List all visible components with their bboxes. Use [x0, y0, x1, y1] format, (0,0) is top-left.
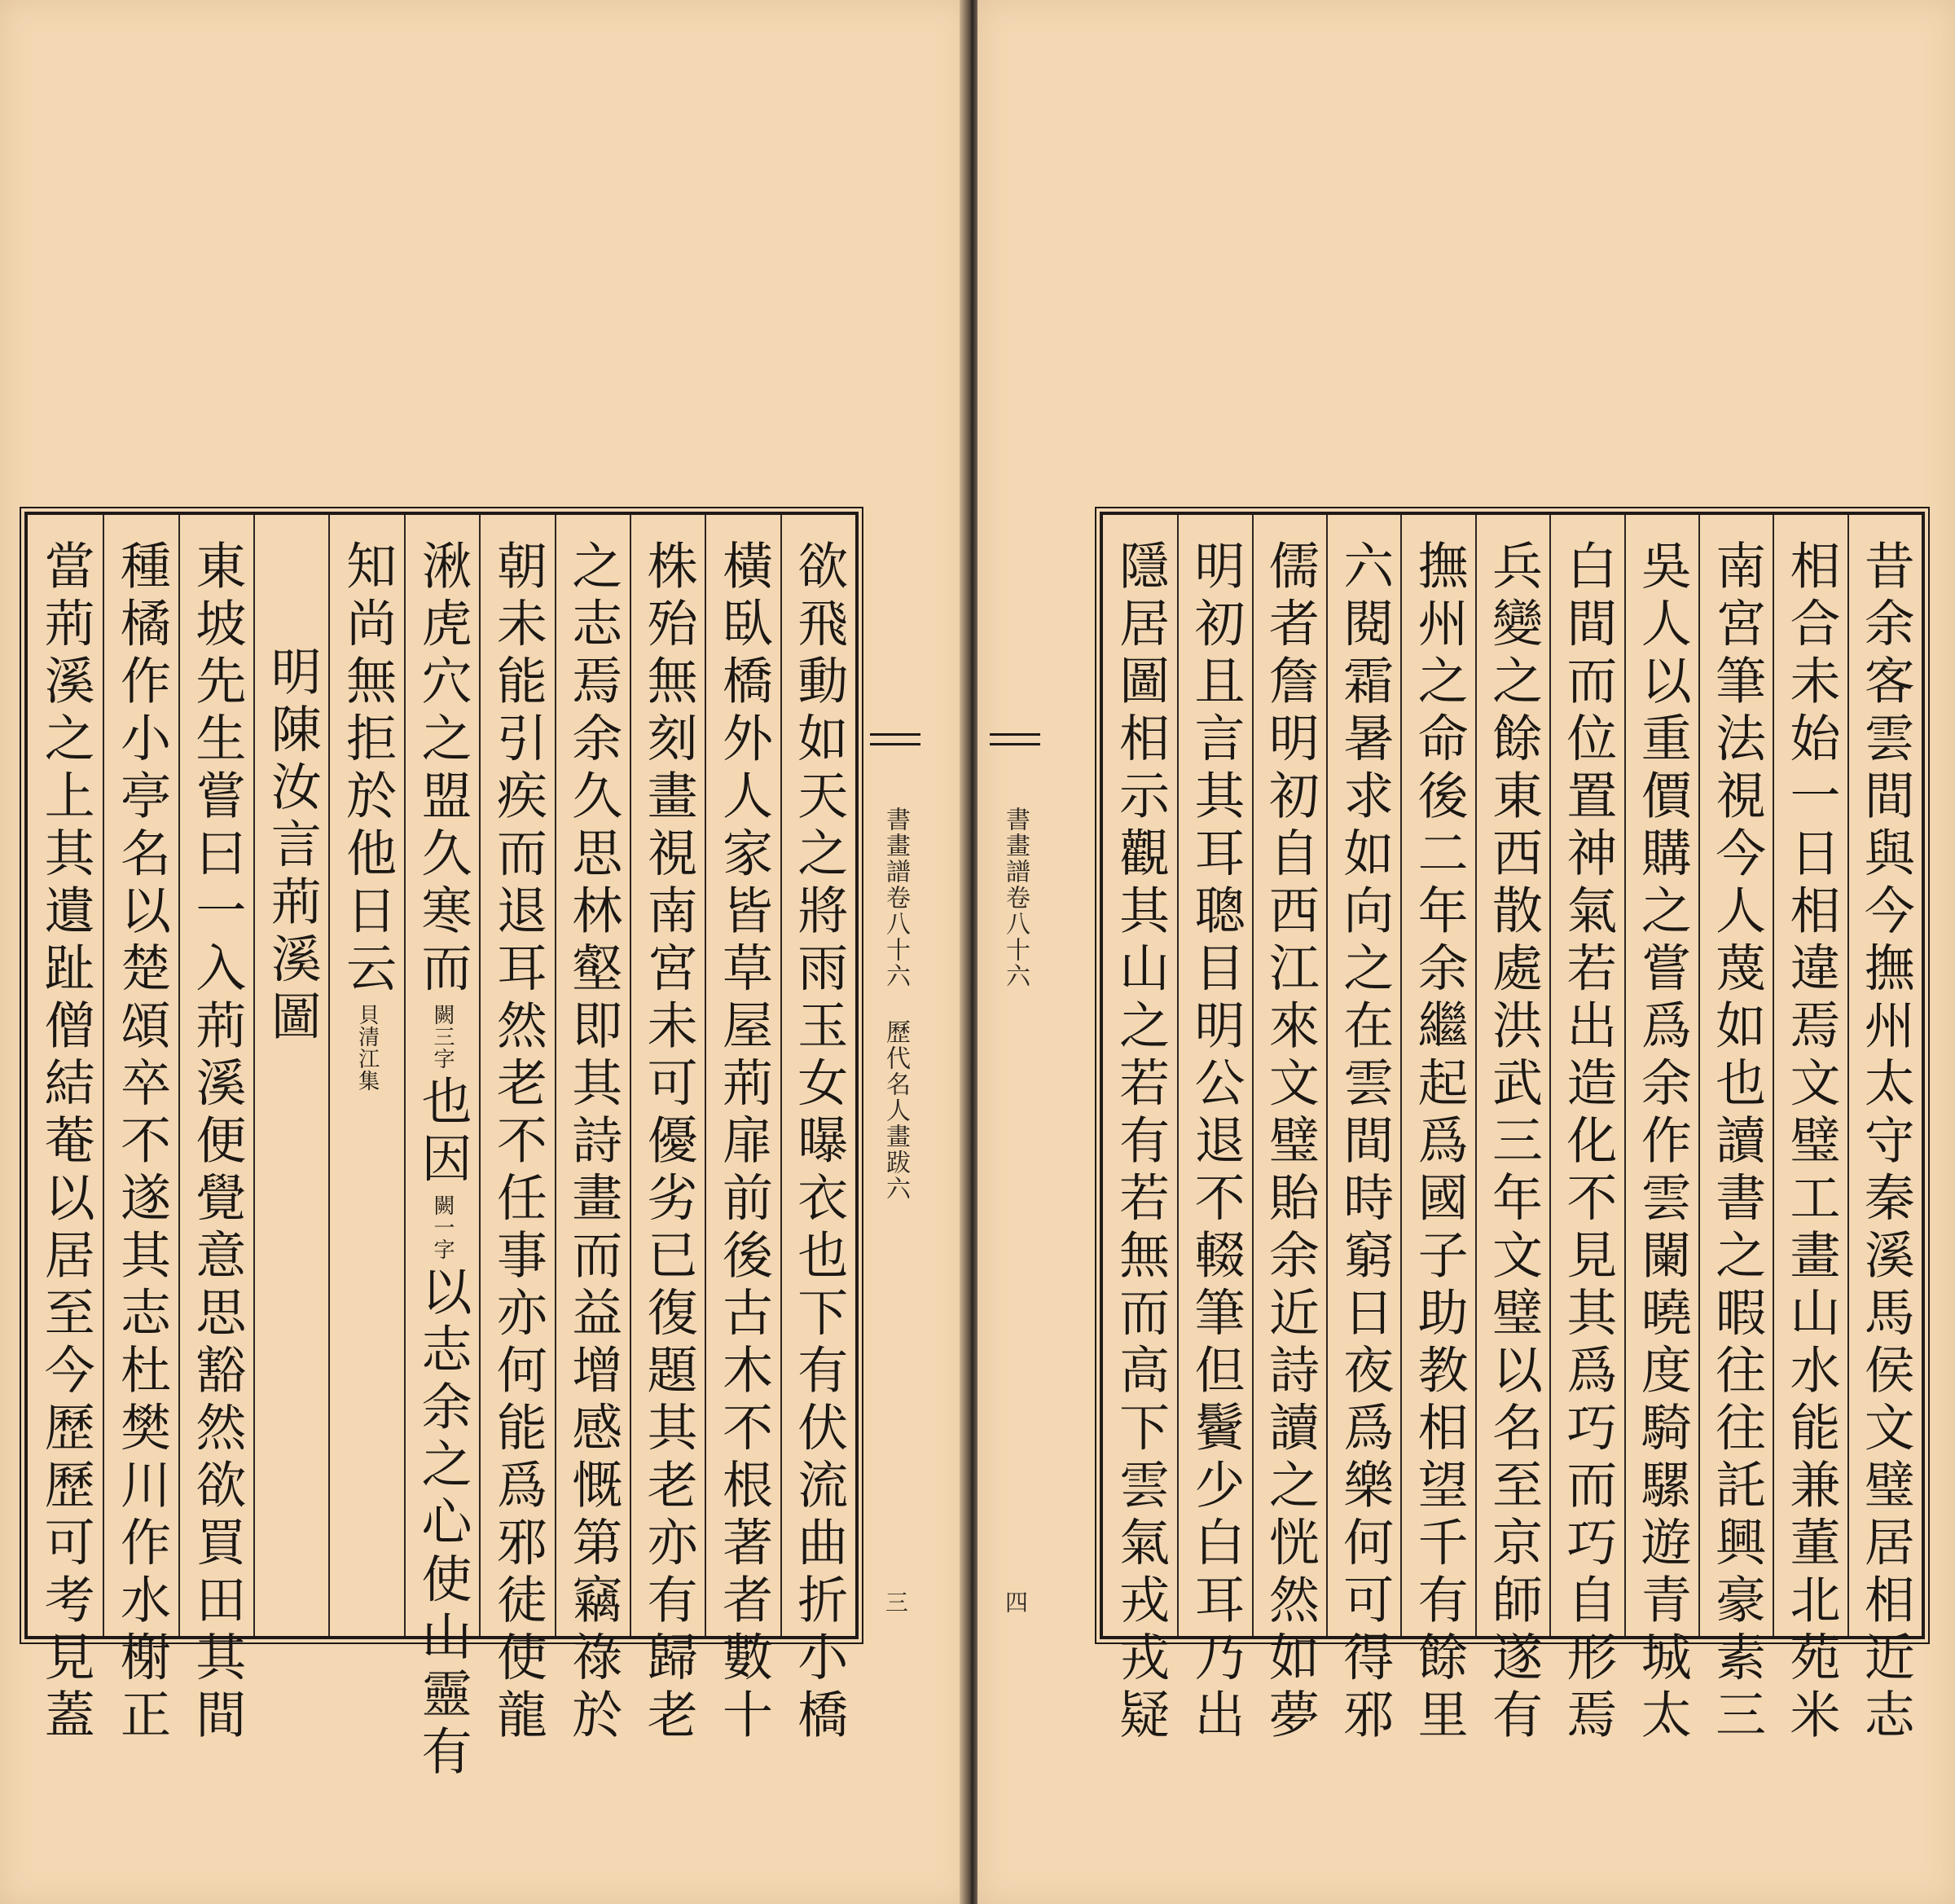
text-column: [555, 515, 630, 1746]
column-text: 橫臥橋外人家皆草屋荊扉前後古木不根著者數十: [714, 539, 774, 1746]
right-page: [978, 0, 1955, 1904]
column-text: 欲飛動如天之將雨玉女曝衣也下有伏流曲折小橋: [789, 539, 849, 1746]
text-column: [178, 515, 253, 1746]
text-column: [1400, 515, 1474, 1746]
text-column: [780, 515, 855, 1746]
column-text: 昔余客雲間與今撫州太守秦溪馬侯文璧居相近志: [1856, 539, 1916, 1746]
text-column: [630, 515, 705, 1746]
text-column: [1847, 515, 1922, 1746]
text-column: [479, 515, 554, 1746]
right-text-block: [1100, 512, 1925, 1746]
column-text: 隱居圖相示觀其山之若有若無而高下雲氣戎戎疑: [1110, 539, 1171, 1746]
column-text: 吳人以重價購之嘗爲余作雲闌曉度騎騾遊青城太: [1632, 539, 1693, 1746]
text-column: [1177, 515, 1251, 1746]
text-column: [1252, 515, 1326, 1746]
interlinear-note: 闕三字: [429, 1004, 455, 1070]
column-text: 東坡先生嘗曰一入荊溪便覺意思豁然欲買田其間: [187, 539, 247, 1746]
column-text: 南宮筆法視今人蔑如也讀書之暇往往託興豪素三: [1707, 539, 1767, 1746]
text-column: [404, 515, 479, 1783]
text-column: [28, 515, 103, 1746]
foredge-title: 書畫譜卷八十六: [1001, 807, 1030, 989]
column-text: 明初且言其耳聰目明公退不輟筆但鬢少白耳乃出: [1186, 539, 1246, 1746]
column-text: 種橘作小亭名以楚頌卒不遂其志杜樊川作水榭正: [112, 539, 172, 1746]
section-title: 明陳汝言荊溪圖: [262, 645, 323, 1048]
foredge-rule: [990, 733, 1040, 736]
left-page: [0, 0, 968, 1904]
text-column: [328, 515, 403, 1636]
foredge-leaf-number: 三: [882, 1590, 909, 1613]
column-text: 朝未能引疾而退耳然老不任事亦何能爲邪徒使龍: [488, 539, 548, 1746]
text-run: 也因: [412, 1075, 472, 1189]
text-column: [1475, 515, 1549, 1746]
column-text: 撫州之命後二年余繼起爲國子助教相望千有餘里: [1409, 539, 1470, 1746]
section-title-column: [253, 515, 328, 1636]
column-text: 白間而位置神氣若出造化不見其爲巧而巧自形焉: [1557, 539, 1618, 1746]
column-text: 相合未始一日相違焉文璧工畫山水能兼董北苑米: [1781, 539, 1841, 1746]
interlinear-note: 闕一字: [429, 1194, 455, 1260]
column-text: 儒者詹明初自西江來文璧貽余近詩讀之恍然如夢: [1260, 539, 1320, 1746]
foredge-title: 書畫譜卷八十六 歷代名人畫跋六: [881, 807, 910, 1202]
text-column: [705, 515, 780, 1746]
foredge-leaf-number: 四: [1002, 1590, 1029, 1613]
text-column: [1698, 515, 1773, 1746]
column-text: 兵變之餘東西散處洪武三年文璧以名至京師遂有: [1483, 539, 1544, 1746]
text-column: [103, 515, 178, 1746]
right-foredge: [990, 733, 1040, 1646]
left-foredge: [870, 733, 920, 1646]
text-run: 以志余之心使山靈有: [412, 1265, 472, 1783]
text-run: 知尚無拒於他日云: [337, 539, 398, 999]
column-text: [412, 539, 472, 1783]
text-column: [1624, 515, 1698, 1746]
column-text: 六閱霜暑求如向之在雲間時窮日夜爲樂何可得邪: [1334, 539, 1395, 1746]
text-column: [1103, 515, 1177, 1746]
text-column: [1549, 515, 1623, 1746]
text-run: 湫虎穴之盟久寒而: [412, 539, 472, 999]
text-column: [1773, 515, 1847, 1746]
foredge-rule: [990, 743, 1040, 745]
text-column: [1326, 515, 1400, 1746]
foredge-rule: [870, 743, 920, 745]
column-text: 當荊溪之上其遺趾僧結菴以居至今歷歷可考見蓋: [36, 539, 96, 1746]
interlinear-note: 貝清江集: [354, 1004, 380, 1092]
column-text: [337, 539, 398, 1097]
column-text: 之志焉余久思林壑即其詩畫而益增感慨第竊祿於: [563, 539, 623, 1746]
column-text: 株殆無刻畫視南宮未可優劣已復題其老亦有歸老: [639, 539, 699, 1746]
foredge-rule: [870, 733, 920, 736]
left-text-block: [24, 512, 859, 1783]
